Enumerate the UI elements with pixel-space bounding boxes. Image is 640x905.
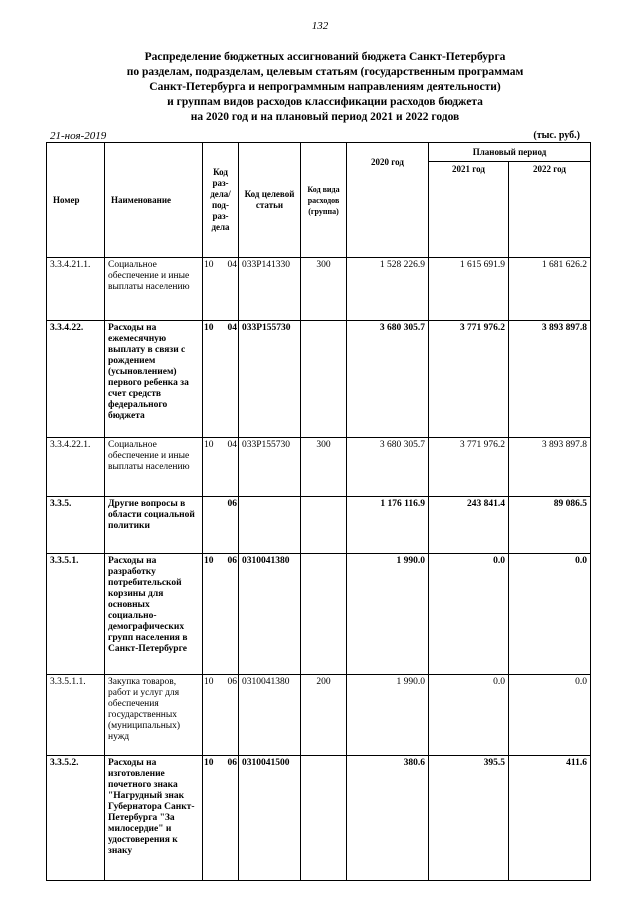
row-value-2022: 1 681 626.2 xyxy=(509,258,591,321)
row-name: Расходы на ежемесячную выплату в связи с рождением (усыновлением) первого ребенка за счет средств федерального бюджета xyxy=(105,321,203,438)
row-section-code: 10 xyxy=(204,677,214,687)
row-number: 3.3.4.21.1. xyxy=(47,258,105,321)
row-name: Расходы на изготовление почетного знака "Нагрудный знак Губернатора Санкт-Петербурга "За милосердие" и удостоверения к знаку xyxy=(105,756,203,881)
row-number: 3.3.5. xyxy=(47,497,105,554)
row-kind xyxy=(301,497,347,554)
header-kind: Код вида расходов (группа) xyxy=(301,143,347,258)
row-section-code: 10 xyxy=(204,323,214,333)
row-section xyxy=(203,756,239,881)
row-value-2021: 1 615 691.9 xyxy=(429,258,509,321)
row-value-2021: 243 841.4 xyxy=(429,497,509,554)
row-section-code: 10 xyxy=(204,260,214,270)
row-name: Закупка товаров, работ и услуг для обеспечения государственных (муниципальных) нужд xyxy=(105,675,203,756)
row-value-2020: 1 528 226.9 xyxy=(347,258,429,321)
units-label: (тыс. руб.) xyxy=(533,130,580,141)
row-kind xyxy=(301,321,347,438)
header-number: Номер xyxy=(47,143,105,258)
budget-table xyxy=(46,142,591,881)
row-value-2022: 3 893 897.8 xyxy=(509,321,591,438)
row-subsection-code: 06 xyxy=(227,758,237,768)
row-name: Социальное обеспечение и иные выплаты населению xyxy=(105,438,203,497)
table-row xyxy=(47,258,591,321)
header-2021: 2021 год xyxy=(429,162,509,258)
row-kind: 300 xyxy=(301,258,347,321)
row-value-2022: 89 086.5 xyxy=(509,497,591,554)
header-section: Код раз-дела/ под-раз-дела xyxy=(203,143,239,258)
row-value-2022: 3 893 897.8 xyxy=(509,438,591,497)
header-target: Код целевой статьи xyxy=(239,143,301,258)
row-value-2020: 380.6 xyxy=(347,756,429,881)
row-target: 033P155730 xyxy=(239,438,301,497)
header-2022: 2022 год xyxy=(509,162,591,258)
row-section-code: 10 xyxy=(204,556,214,566)
row-section xyxy=(203,554,239,675)
row-target: 0310041500 xyxy=(239,756,301,881)
row-subsection-code: 04 xyxy=(227,323,237,333)
row-value-2020: 3 680 305.7 xyxy=(347,321,429,438)
row-number: 3.3.5.2. xyxy=(47,756,105,881)
row-target: 033P141330 xyxy=(239,258,301,321)
row-name: Социальное обеспечение и иные выплаты населению xyxy=(105,258,203,321)
row-kind: 200 xyxy=(301,675,347,756)
row-section xyxy=(203,321,239,438)
title-line: на 2020 год и на плановый период 2021 и 2022 годов xyxy=(190,111,460,123)
row-subsection-code: 04 xyxy=(227,440,237,450)
row-target: 0310041380 xyxy=(239,675,301,756)
row-value-2020: 3 680 305.7 xyxy=(347,438,429,497)
header-name: Наименование xyxy=(105,143,203,258)
row-subsection-code: 06 xyxy=(227,556,237,566)
row-value-2021: 0.0 xyxy=(429,554,509,675)
row-section xyxy=(203,675,239,756)
row-section xyxy=(203,497,239,554)
row-section-code: 10 xyxy=(204,758,214,768)
page-number: 132 xyxy=(311,20,329,32)
table-row xyxy=(47,438,591,497)
row-section xyxy=(203,258,239,321)
title-line: и группам видов расходов классификации расходов бюджета xyxy=(167,96,483,108)
row-name: Другие вопросы в области социальной политики xyxy=(105,497,203,554)
row-target: 0310041380 xyxy=(239,554,301,675)
row-subsection-code: 04 xyxy=(227,260,237,270)
row-subsection-code: 06 xyxy=(227,499,237,509)
row-value-2021: 3 771 976.2 xyxy=(429,321,509,438)
row-number: 3.3.5.1.1. xyxy=(47,675,105,756)
title-line: Распределение бюджетных ассигнований бюджета Санкт-Петербурга xyxy=(144,51,506,63)
row-value-2022: 0.0 xyxy=(509,554,591,675)
title-line: Санкт-Петербурга и непрограммным направлениям деятельности) xyxy=(149,81,501,93)
row-value-2021: 3 771 976.2 xyxy=(429,438,509,497)
row-kind xyxy=(301,756,347,881)
header-planned: Плановый период xyxy=(429,143,591,162)
row-number: 3.3.4.22. xyxy=(47,321,105,438)
table-row xyxy=(47,756,591,881)
document-title xyxy=(60,50,590,125)
row-kind xyxy=(301,554,347,675)
row-value-2022: 411.6 xyxy=(509,756,591,881)
table-row xyxy=(47,675,591,756)
row-number: 3.3.5.1. xyxy=(47,554,105,675)
table-row xyxy=(47,497,591,554)
row-value-2020: 1 990.0 xyxy=(347,675,429,756)
row-kind: 300 xyxy=(301,438,347,497)
row-value-2020: 1 176 116.9 xyxy=(347,497,429,554)
row-name: Расходы на разработку потребительской корзины для основных социально-демографических групп населения в Санкт-Петербурге xyxy=(105,554,203,675)
row-section-code: 10 xyxy=(204,440,214,450)
row-value-2021: 395.5 xyxy=(429,756,509,881)
document-date: 21-ноя-2019 xyxy=(50,130,107,142)
table-row xyxy=(47,321,591,438)
header-2020: 2020 год xyxy=(347,143,429,258)
row-section xyxy=(203,438,239,497)
row-number: 3.3.4.22.1. xyxy=(47,438,105,497)
row-subsection-code: 06 xyxy=(227,677,237,687)
row-value-2020: 1 990.0 xyxy=(347,554,429,675)
table-row xyxy=(47,554,591,675)
row-target xyxy=(239,497,301,554)
title-line: по разделам, подразделам, целевым статьям (государственным программам xyxy=(126,66,524,78)
row-value-2022: 0.0 xyxy=(509,675,591,756)
row-value-2021: 0.0 xyxy=(429,675,509,756)
row-target: 033P155730 xyxy=(239,321,301,438)
